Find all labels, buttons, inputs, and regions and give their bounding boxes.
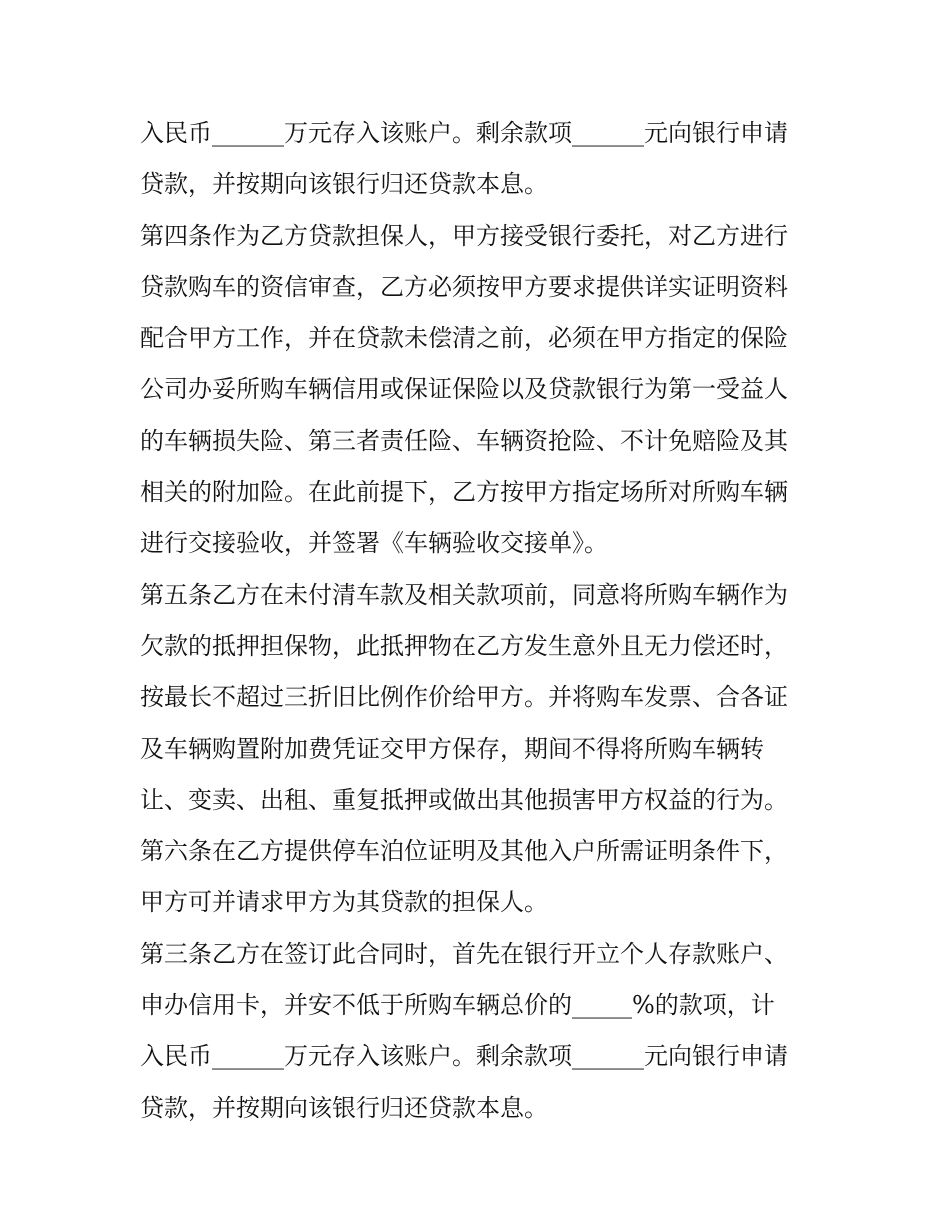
text-line: 公司办妥所购车辆信用或保证保险以及贷款银行为第一受益人: [140, 375, 788, 404]
text-line: 第五条乙方在未付清车款及相关款项前，同意将所购车辆作为: [140, 580, 788, 609]
text-line: 配合甲方工作，并在贷款未偿清之前，必须在甲方指定的保险: [140, 324, 788, 353]
text-line: 按最长不超过三折旧比例作价给甲方。并将购车发票、合各证: [140, 683, 788, 712]
text-line: 贷款，并按期向该银行归还贷款本息。: [140, 170, 548, 199]
text-line: 让、变卖、出租、重复抵押或做出其他损害甲方权益的行为。: [140, 785, 788, 814]
text-line: 欠款的抵押担保物，此抵押物在乙方发生意外且无力偿还时，: [140, 631, 788, 660]
text-line: 第六条在乙方提供停车泊位证明及其他入户所需证明条件下，: [140, 837, 788, 866]
text-line: 入民币______万元存入该账户。剩余款项______元向银行申请: [140, 1042, 788, 1071]
text-line: 相关的附加险。在此前提下，乙方按甲方指定场所对所购车辆: [140, 478, 788, 507]
text-line: 甲方可并请求甲方为其贷款的担保人。: [140, 888, 548, 917]
text-line: 第三条乙方在签订此合同时，首先在银行开立个人存款账户、: [140, 939, 788, 968]
text-line: 贷款，并按期向该银行归还贷款本息。: [140, 1093, 548, 1122]
text-line: 入民币______万元存入该账户。剩余款项______元向银行申请: [140, 119, 788, 147]
text-line: 及车辆购置附加费凭证交甲方保存，期间不得将所购车辆转: [140, 734, 764, 763]
text-line: 贷款购车的资信审查，乙方必须按甲方要求提供详实证明资料: [140, 272, 788, 301]
text-line: 申办信用卡，并安不低于所购车辆总价的_____%的款项，计: [140, 991, 775, 1020]
text-line: 第四条作为乙方贷款担保人，甲方接受银行委托，对乙方进行: [140, 221, 788, 250]
text-line: 进行交接验收，并签署《车辆验收交接单》。: [140, 529, 608, 558]
text-line: 的车辆损失险、第三者责任险、车辆资抢险、不计免赔险及其: [140, 426, 788, 455]
document-body: [140, 108, 820, 1134]
